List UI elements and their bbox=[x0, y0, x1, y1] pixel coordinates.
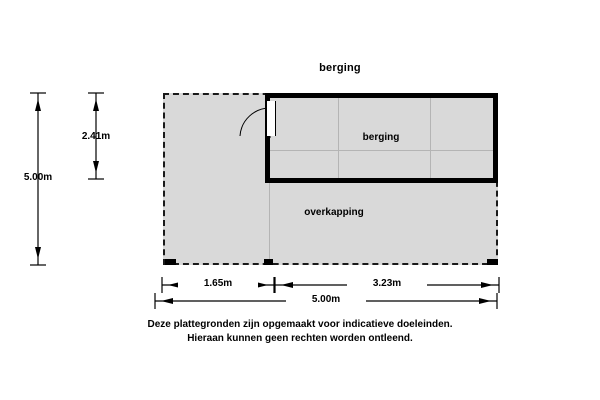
grid-line-horizontal bbox=[270, 150, 493, 151]
door-leaf bbox=[266, 101, 276, 136]
corner-marker bbox=[487, 259, 498, 265]
room-label-berging: berging bbox=[362, 132, 400, 143]
page-title: berging bbox=[319, 62, 361, 74]
grid-line-vertical bbox=[338, 98, 339, 178]
dimension-label-vertical-partial: 2.41m bbox=[81, 131, 111, 142]
grid-line-vertical bbox=[430, 98, 431, 178]
dimension-label-vertical-total: 5.00m bbox=[23, 172, 53, 183]
dimension-label-horizontal-total: 5.00m bbox=[286, 294, 366, 305]
disclaimer-line-2: Hieraan kunnen geen rechten worden ontleend. bbox=[187, 333, 413, 344]
corner-marker bbox=[264, 259, 273, 265]
dimension-label-horizontal-left: 1.65m bbox=[178, 278, 258, 289]
room-label-overkapping: overkapping bbox=[304, 207, 364, 218]
disclaimer-line-1: Deze plattegronden zijn opgemaakt voor indicatieve doeleinden. bbox=[147, 319, 453, 330]
corner-marker bbox=[165, 259, 176, 265]
dimension-label-horizontal-right: 3.23m bbox=[347, 278, 427, 289]
